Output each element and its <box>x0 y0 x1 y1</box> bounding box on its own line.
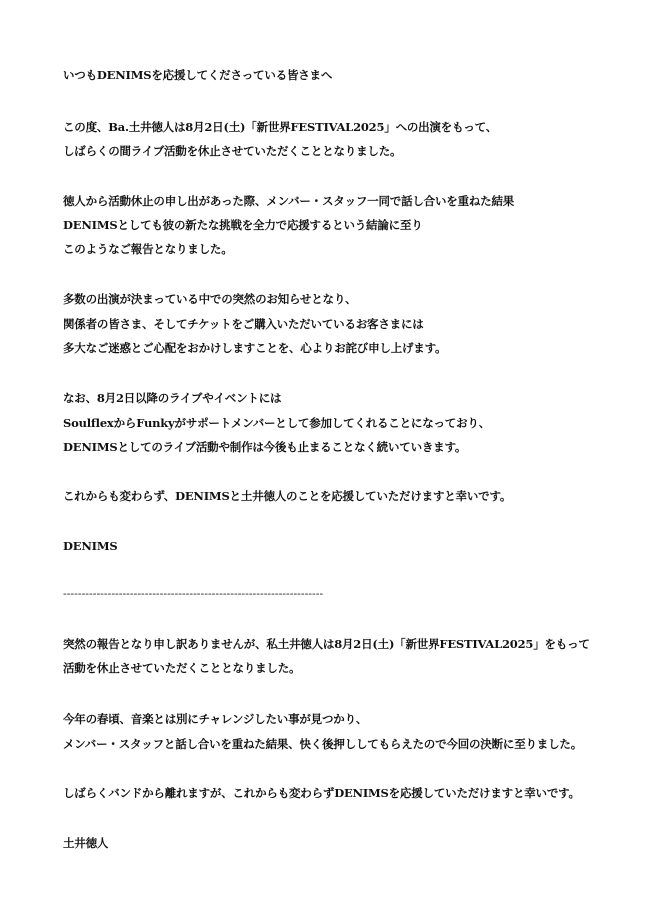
statement-p5: これからも変わらず、DENIMSと土井徳人のことを応援していただけますと幸いです。 <box>63 489 512 503</box>
statement-p2-line1: 徳人から活動休止の申し出があった際、メンバー・スタッフ一同で話し合いを重ねた結果 <box>63 194 515 208</box>
statement-p4-line2: SoulflexからFunkyがサポートメンバーとして参加してくれることになっており、 <box>63 416 491 430</box>
statement-p1-line2: しばらくの間ライブ活動を休止させていただくこととなりました。 <box>63 144 402 158</box>
statement-p4-line3: DENIMSとしてのライブ活動や制作は今後も止まることなく続いていきます。 <box>63 440 467 454</box>
statement-signature: DENIMS <box>63 539 118 553</box>
statement-p3-line2: 関係者の皆さま、そしてチケットをご購入いただいているお客さまには <box>63 317 424 331</box>
statement-p4-line1: なお、8月2日以降のライブやイベントには <box>63 391 282 405</box>
personal-p2-line2: メンバー・スタッフと話し合いを重ねた結果、快く後押ししてもらえたので今回の決断に至りました。 <box>63 737 582 751</box>
personal-p1-line1: 突然の報告となり申し訳ありませんが、私土井徳人は8月2日(土)「新世界FESTIVAL2025」をもって <box>63 637 590 651</box>
statement-p3-line3: 多大なご迷惑とご心配をおかけしますことを、心よりお詫び申し上げます。 <box>63 341 447 355</box>
statement-p3-line1: 多数の出演が決まっている中での突然のお知らせとなり、 <box>63 292 357 306</box>
section-divider: ---------------------------------------------------------------------- <box>63 587 324 600</box>
statement-p1-line1: この度、Ba.土井徳人は8月2日(土)「新世界FESTIVAL2025」への出演をもって、 <box>63 120 498 134</box>
personal-p2-line1: 今年の春頃、音楽とは別にチャレンジしたい事が見つかり、 <box>63 712 368 726</box>
personal-p1-line2: 活動を休止させていただくこととなりました。 <box>63 661 301 675</box>
statement-p2-line2: DENIMSとしても彼の新たな挑戦を全力で応援するという結論に至り <box>63 218 423 232</box>
personal-signature: 土井徳人 <box>63 836 109 850</box>
personal-p3: しばらくバンドから離れますが、これからも変わらずDENIMSを応援していただけますと幸いです。 <box>63 786 580 800</box>
greeting: いつもDENIMSを応援してくださっている皆さまへ <box>63 68 333 82</box>
statement-p2-line3: このようなご報告となりました。 <box>63 242 233 256</box>
